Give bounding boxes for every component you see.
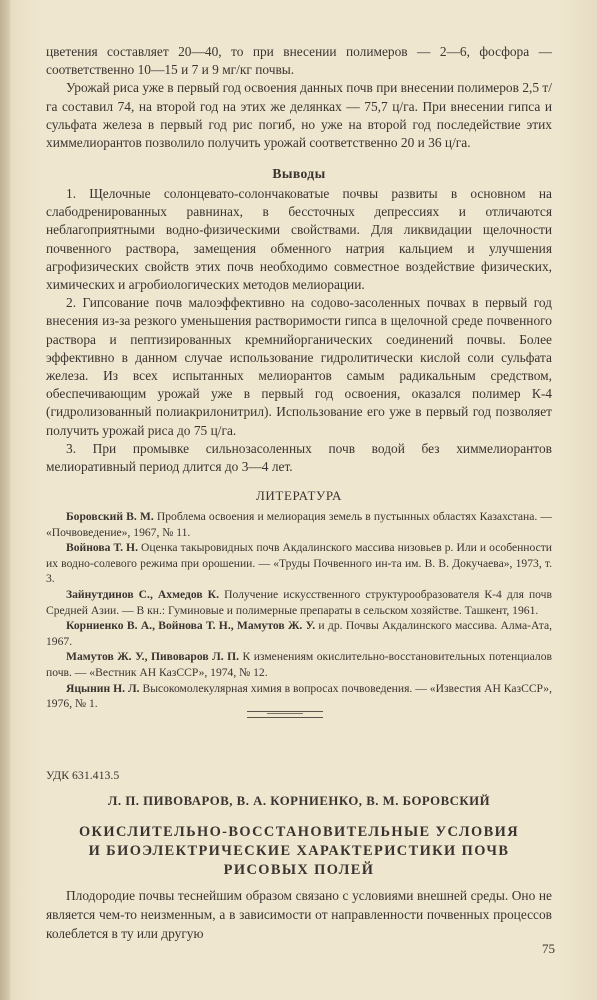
conclusions-heading: Выводы: [272, 166, 326, 181]
reference-authors: Боровский В. М.: [66, 510, 154, 523]
article-title: [46, 823, 552, 880]
conclusion-item-1: 1. Щелочные солонцевато-солончаковатые почвы развиты в основном на слабодренированных равнинах, в бессточных депрессиях и отличаются неблагоприятными водно-физическими свойствами. Для ликвидации щелочности почвенного раствора, замещения обменного натрия кальцием и улучшения агрофизических свойств этих почв необходимо совместное воздействие физических, химических и агробиологических методов мелиорации.: [46, 186, 552, 293]
conclusions-block: [46, 185, 552, 476]
book-spine-shadow: [0, 0, 10, 1000]
conclusion-item-3: 3. При промывке сильнозасоленных почв водой без химмелиорантов мелиоративный период длится до 3—4 лет.: [46, 440, 552, 475]
reference-item: [46, 587, 552, 618]
literature-heading: ЛИТЕРАТУРА: [256, 488, 342, 503]
reference-text: Получение искусственного структурообразователя К-4 для почв Средней Азии. — В кн.: Гуминовые и полимерные препараты в сельском хозяйстве. Ташкент, 1961.: [46, 587, 552, 617]
lead-paragraph-2: Урожай риса уже в первый год освоения данных почв при внесении полимеров 2,5 т/га составил 74, на второй год на этих же делянках — 75,7 ц/га. При внесении гипса и сульфата железа в первый год рис погиб, но уже на второй год последействие этих химмелиорантов позволило получить урожай соответственно 20 и 36 ц/га.: [46, 80, 552, 151]
reference-authors: Войнова Т. Н.: [66, 541, 138, 555]
section-divider-ornament: [247, 711, 323, 718]
reference-authors: Корниенко В. А., Войнова Т. Н., Мамутов Ж. У.: [66, 619, 316, 633]
article-opening-paragraph: Плодородие почвы теснейшим образом связано с условиями внешней среды. Оно не является чем-то неизменным, а в зависимости от направленности почвенных процессов колеблется в ту или другую: [46, 888, 552, 941]
reference-item: [46, 540, 552, 587]
reference-item: [46, 649, 552, 680]
article-body: [46, 886, 552, 943]
article-title-line: ОКИСЛИТЕЛЬНО-ВОССТАНОВИТЕЛЬНЫЕ УСЛОВИЯ: [78, 824, 520, 840]
reference-text: Оценка такыровидных почв Акдалинского массива низовьев р. Или и особенности их водно-солевого режима при орошении. — «Труды Почвенного ин-та им. В. В. Докучаева», 1973, т. 3.: [46, 541, 552, 586]
reference-item: [46, 509, 552, 540]
article-title-line: И БИОЭЛЕКТРИЧЕСКИЕ ХАРАКТЕРИСТИКИ ПОЧВ: [88, 843, 510, 859]
lead-text-block: [46, 43, 552, 152]
article-title-line: РИСОВЫХ ПОЛЕЙ: [223, 862, 375, 878]
reference-authors: Зайнутдинов С., Ахмедов К.: [66, 587, 219, 601]
reference-authors: Мамутов Ж. У., Пивоваров Л. П.: [66, 650, 240, 664]
conclusion-item-2: 2. Гипсование почв малоэффективно на содово-засоленных почвах в первый год внесения из-за резкого уменьшения растворимости гипса в щелочной среде почвенного раствора и пептизированных кремнийорганических соединений почвы. Более эффективно в данном случае использование гидролитически кислой соли сульфата железа. Из всех испытанных мелиорантов самым радикальным средством, обеспечивающим урожай уже в первый год освоения, оказался полимер К-4 (гидролизованный полиакрилонитрил). Использование его уже в первый год позволяет получить урожай риса до 75 ц/га.: [46, 295, 552, 438]
page-number: 75: [542, 941, 555, 956]
reference-item: [46, 618, 552, 649]
reference-text: Высокомолекулярная химия в вопросах почвоведения. — «Известия АН КазССР», 1976, № 1.: [46, 681, 552, 711]
lead-paragraph-1: цветения составляет 20—40, то при внесении полимеров — 2—6, фосфора — соответственно 10—15 и 7 и 9 мг/кг почвы.: [46, 44, 552, 78]
reference-text: Проблема освоения и мелиорация земель в пустынных областях Казахстана. — «Почвоведение», 1967, № 11.: [46, 510, 553, 539]
article-authors: Л. П. ПИВОВАРОВ, В. А. КОРНИЕНКО, В. М. БОРОВСКИЙ: [107, 794, 491, 808]
reference-text: К изменениям окислительно-восстановительных потенциалов почв. — «Вестник АН КазССР», 1974, № 12.: [46, 650, 552, 679]
reference-authors: Яцынин Н. Л.: [66, 681, 140, 695]
reference-text: и др. Почвы Акдалинского массива. Алма-Ата, 1967.: [46, 619, 552, 648]
reference-item: [46, 681, 552, 712]
reference-list: [46, 509, 552, 712]
udk-code: УДК 631.413.5: [46, 768, 120, 782]
